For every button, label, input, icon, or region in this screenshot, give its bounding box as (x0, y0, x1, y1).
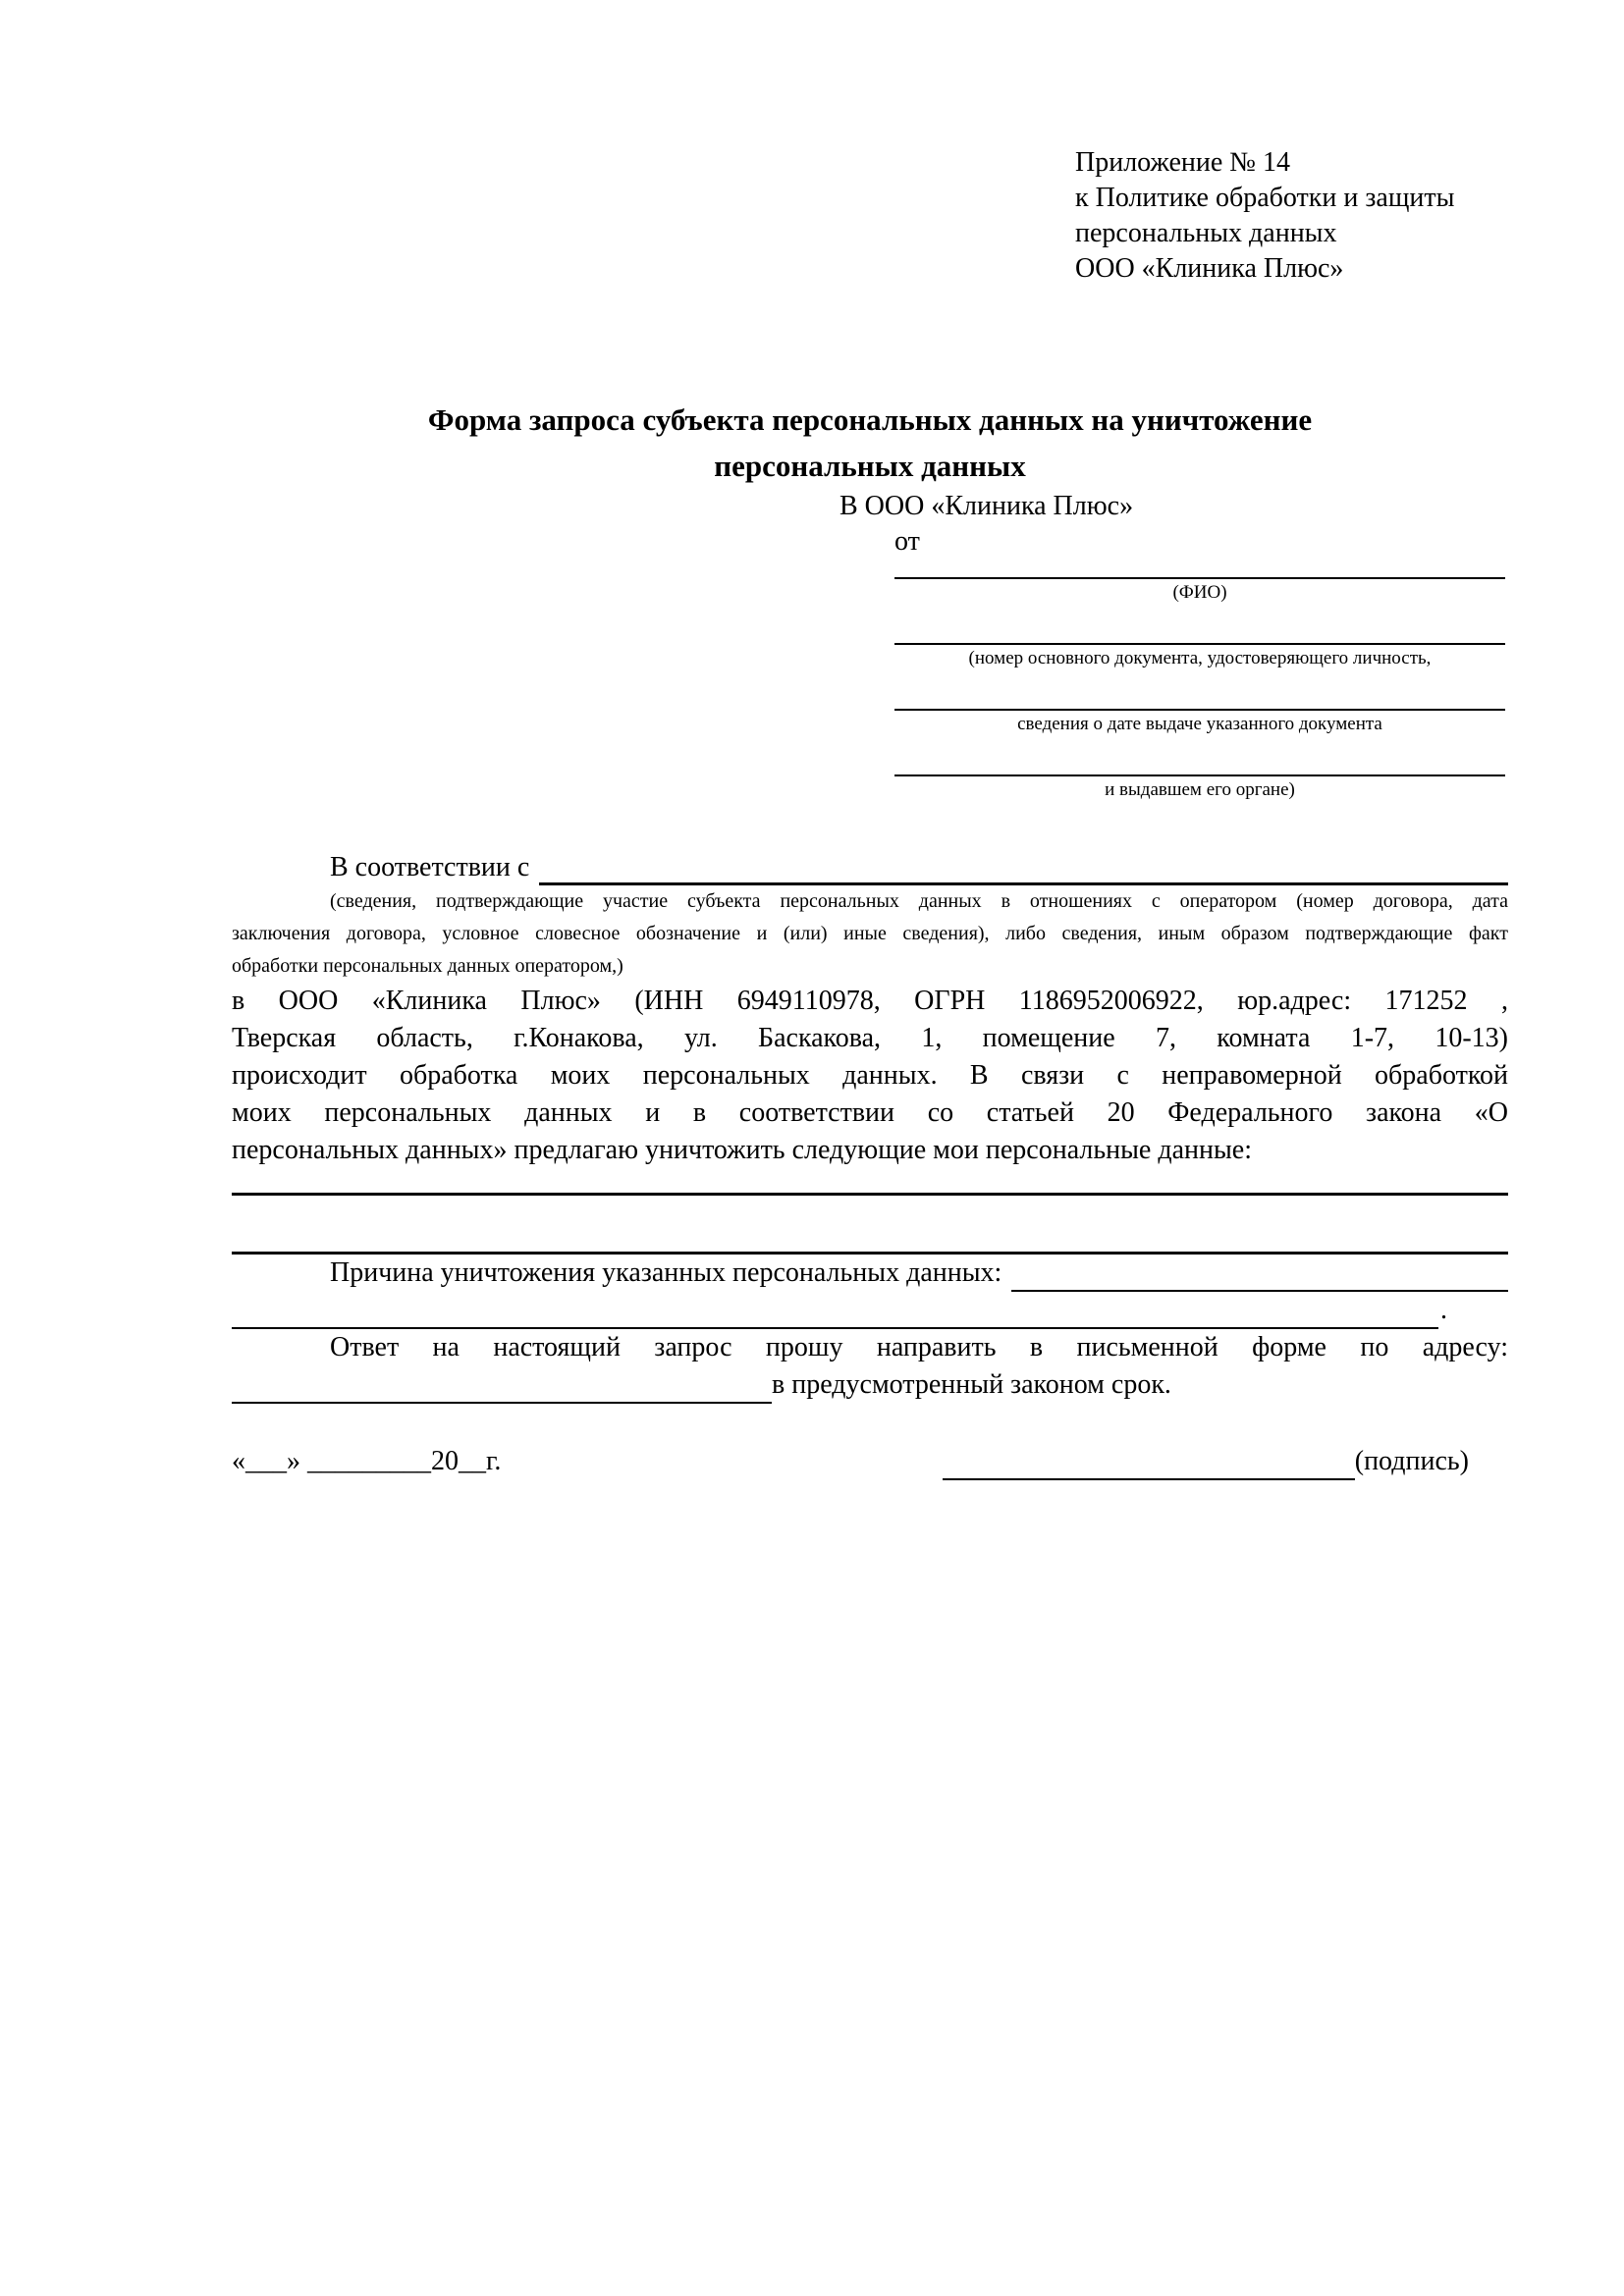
fio-write-line (894, 560, 1505, 579)
footnote-line1: (сведения, подтверждающие участие субъекта персональных данных в отношениях с оператором (номер договора, дата (330, 890, 1508, 912)
appendix-header (1075, 145, 1508, 287)
fio-caption: (ФИО) (1172, 582, 1227, 603)
accordance-footnote (232, 885, 1508, 983)
issue-date-write-line (894, 674, 1505, 711)
appendix-company: ООО «Клиника Плюс» (1075, 253, 1344, 284)
addressee-to: В ООО «Клиника Плюс» (839, 491, 1134, 521)
footnote-line2: заключения договора, условное словесное обозначение и (или) иные сведения), либо сведения, иным образом подтверждающие факт (232, 923, 1508, 944)
issue-date-caption: сведения о дате выдаче указанного документа (1017, 714, 1382, 734)
data-write-line-1 (232, 1169, 1508, 1196)
document-number-field (894, 609, 1505, 674)
main-paragraph-line1: в ООО «Клиника Плюс» (ИНН 6949110978, ОГРН 1186952006922, юр.адрес: 171252 , (232, 986, 1508, 1016)
footer-spacer (501, 1443, 942, 1480)
reason-write-line (1011, 1255, 1508, 1292)
signature-block (943, 1443, 1469, 1480)
reason-label: Причина уничтожения указанных персональных данных: (330, 1257, 1002, 1288)
accordance-write-line (539, 850, 1508, 885)
issuing-authority-field (894, 740, 1505, 806)
footer-row (232, 1443, 1508, 1480)
page-title (232, 397, 1508, 489)
address-term-row (232, 1366, 1508, 1404)
reason-row (232, 1255, 1508, 1292)
reason-continuation-write-line (232, 1292, 1438, 1329)
fio-field (894, 560, 1505, 609)
accordance-row (232, 850, 1508, 885)
appendix-policy-line2: персональных данных (1075, 218, 1337, 248)
data-write-line-2 (232, 1196, 1508, 1255)
document-number-write-line (894, 609, 1505, 645)
main-paragraph-line5: персональных данных» предлагаю уничтожить следующие мои персональные данные: (232, 1135, 1252, 1165)
appendix-number: Приложение № 14 (1075, 147, 1290, 178)
reason-continuation-row (232, 1292, 1447, 1329)
term-text: в предусмотренный законом срок. (772, 1369, 1171, 1400)
date-blank: «___» _________20__г. (232, 1446, 502, 1476)
reason-period: . (1440, 1295, 1447, 1325)
page-title-line1: Форма запроса субъекта персональных данных на уничтожение (427, 402, 1313, 437)
answer-request-line: Ответ на настоящий запрос прошу направить в письменной форме по адресу: (330, 1332, 1508, 1362)
signature-write-line (943, 1443, 1355, 1480)
main-paragraph-line3: происходит обработка моих персональных данных. В связи с неправомерной обработкой (232, 1060, 1508, 1091)
addressee-from-label: от (894, 526, 920, 557)
issuing-authority-write-line (894, 740, 1505, 776)
appendix-policy-line: к Политике обработки и защиты (1075, 183, 1455, 213)
main-paragraph-line2: Тверская область, г.Конакова, ул. Баскакова, 1, помещение 7, комната 1-7, 10-13) (232, 1023, 1508, 1053)
main-paragraph (232, 983, 1508, 1169)
issuing-authority-caption: и выдавшем его органе) (1105, 779, 1295, 800)
accordance-label: В соответствии с (330, 852, 530, 882)
footnote-line3: обработки персональных данных оператором,) (232, 955, 623, 977)
main-paragraph-line4: моих персональных данных и в соответствии со статьей 20 Федерального закона «О (232, 1097, 1508, 1128)
document-number-caption: (номер основного документа, удостоверяющего личность, (968, 648, 1432, 668)
address-write-line (232, 1366, 772, 1404)
page-title-line2: персональных данных (714, 449, 1026, 483)
document-content (232, 145, 1508, 1480)
issue-date-field (894, 674, 1505, 740)
signature-caption: (подпись) (1354, 1446, 1469, 1476)
